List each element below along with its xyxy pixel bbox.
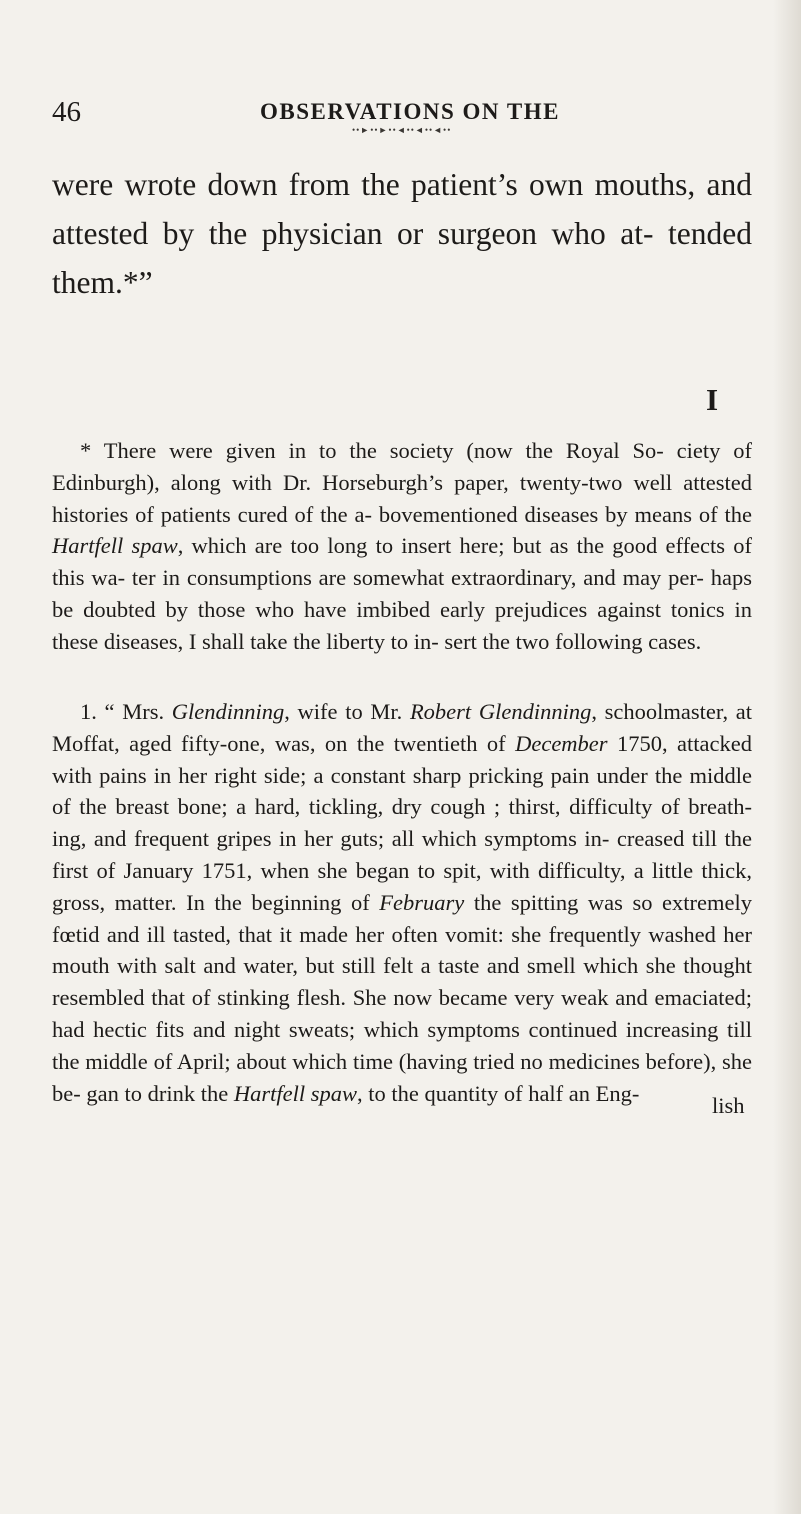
- case-text-seg2: , schoolmaster, at Moffat, aged fifty-one, was, on the twentieth of: [52, 699, 752, 756]
- header-ornament: ••►••►••◄••◄••◄••: [352, 125, 452, 135]
- catchword: I: [706, 382, 719, 417]
- husband-name: Robert Glendinning: [409, 699, 592, 724]
- month-december: December: [515, 730, 608, 756]
- case-1-paragraph: [52, 696, 752, 1109]
- bottom-catchword: lish: [712, 1093, 745, 1118]
- page-number: 46: [52, 96, 81, 128]
- case-text-seg5: , to the quantity of half an Eng-: [356, 1080, 640, 1106]
- body-text-continuation: were wrote down from the patient’s own mouths, and attested by the physician or surgeon who at- tended them.*”: [52, 167, 752, 300]
- case-text-seg1: , wife to Mr.: [284, 699, 410, 724]
- case-text-seg4: the spitting was so extremely fœtid and ill tasted, that it made her often vomit: she frequently washed her mouth with salt and water, but still felt a taste and smell which she thought resembled that of stinking flesh. She now became very weak and emaciated; had hectic fits and night sweats; which symptoms continued increasing till the middle of April; about which time (having tried no medicines before), she be- gan to drink the: [52, 889, 752, 1106]
- case-text-seg3: 1750, attacked with pains in her right side; a constant sharp pricking pain under the middle of the breast bone; a hard, tickling, dry cough ; thirst, difficulty of breath- ing, and frequent gripes in her guts; all which symptoms in- creased till the first of January 1751, when she began to spit, with difficulty, a little thick, gross, matter. In the beginning of: [52, 730, 752, 915]
- patient-name: Glendinning: [171, 699, 285, 724]
- running-head: OBSERVATIONS ON THE: [260, 99, 560, 124]
- month-february: February: [379, 889, 465, 915]
- footnote: [52, 435, 752, 658]
- page-edge-shadow: [773, 0, 801, 1514]
- footnote-text-part2: , which are too long to insert here; but as the good effects of this wa- ter in consumptions are somewhat extraordinary, and may per- haps be doubted by those who have imbibed early prejudices against tonics in these diseases, I shall take the liberty to in- sert the two following cases.: [52, 533, 752, 654]
- footnote-spaw-name: Hartfell spaw: [52, 533, 178, 559]
- case-opening: 1. “ Mrs.: [80, 699, 172, 724]
- footnote-text-part1: There were given in to the society (now the Royal So- ciety of Edinburgh), along with Dr. Horseburgh’s paper, twenty-two well attested histories of patients cured of the a- bovementioned diseases by means of the: [52, 438, 752, 527]
- case-spaw-name: Hartfell spaw: [233, 1080, 357, 1106]
- footnote-marker: *: [80, 438, 92, 463]
